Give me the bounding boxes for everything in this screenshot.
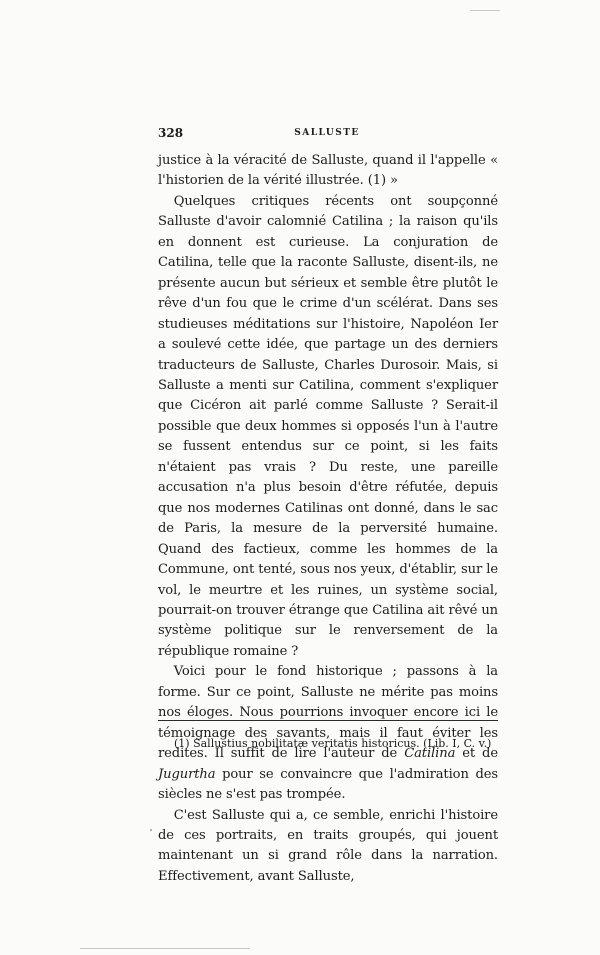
text-run: et de [455,746,498,762]
paragraph: justice à la véracité de Salluste, quand il l'appelle « l'historien de la vérité illustrée. (1) » [158,153,498,189]
footnote: (1) Sallustius nobilitatæ veritatis historicus. (Lib. I, C. v.) [174,737,492,750]
paper-fleck [150,829,152,831]
page-number: 328 [158,126,184,140]
paragraph: C'est Salluste qui a, ce semble, enrichi l'histoire de ces portraits, en traits groupés, qui jouent maintenant un si grand rôle dans la narration. Effectivement, avant Salluste, [158,807,498,884]
running-head: SALLUSTE [294,128,360,138]
text-run: pour se convaincre que l'admiration des siècles ne s'est pas trompée. [158,766,498,803]
text-run: Voici pour le fond historique ; passons à la forme. Sur ce point, Salluste ne mérite pas moins nos éloges. Nous pourrions invoquer encore ici le témoignage des savants, mais il faut éviter les redites. Il suffit de lire l'auteur de [158,664,498,762]
page-header [158,126,496,144]
paragraph [158,662,498,805]
paragraph: Quelques critiques récents ont soupçonné Salluste d'avoir calomnié Catilina ; la raison qu'ils en donnent est curieuse. La conjuration de Catilina, telle que la raconte Salluste, disent-ils, ne présente aucun but sérieux et semble être plutôt le rêve d'un fou que le crime d'un scélérat. Dans ses studieuses méditations sur l'histoire, Napoléon Ier a soulevé cette idée, que partage un des derniers traducteurs de Salluste, Charles Durosoir. Mais, si Salluste a menti sur Catilina, comment s'expliquer que Cicéron ait parlé comme Salluste ? Serait-il possible que deux hommes si opposés l'un à l'autre se fussent entendus sur ce point, si les faits n'étaient pas vrais ? Du reste, une pareille accusation n'a plus besoin d'être réfutée, depuis que nos modernes Catilinas ont donné, dans le sac de Paris, la mesure de la perversité humaine. Quand des factieux, comme les hommes de la Commune, ont tenté, sous nos yeux, d'établir, sur le vol, le meurtre et les ruines, un système social, pourrait-on trouver étrange que Catilina ait rêvé un système politique sur le renversement de la république romaine ? [158,193,498,659]
italic-title: Catilina [404,746,456,762]
scan-mark [80,948,250,949]
body-text [158,151,498,887]
scan-mark [470,10,500,11]
footnote-rule [158,720,498,721]
italic-title: Jugurtha [158,766,216,782]
